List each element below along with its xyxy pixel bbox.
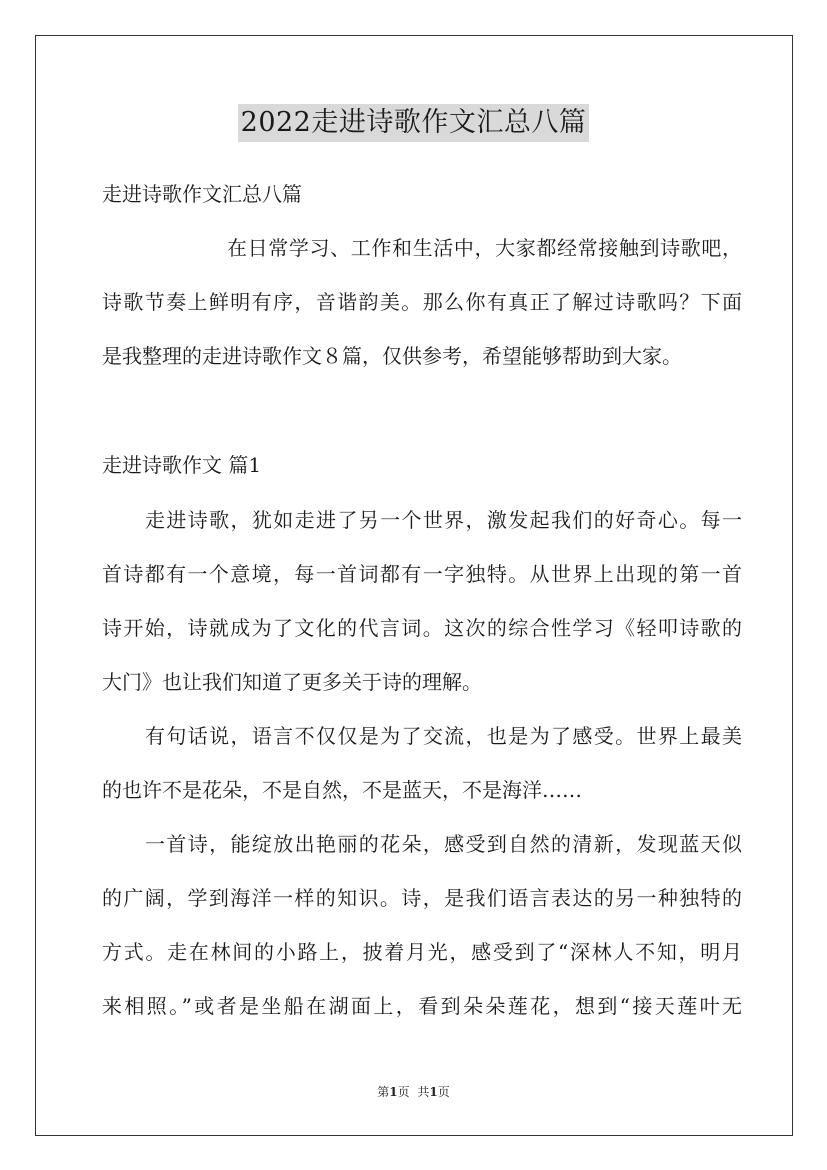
document-subtitle: 走进诗歌作文汇总八篇 (102, 182, 302, 206)
page-footer (0, 1084, 827, 1100)
body-line-10: 来相照。”或者是坐船在湖面上，看到朵朵莲花，想到“接天莲叶无 (102, 994, 742, 1018)
body-line-1: 走进诗歌，犹如走进了另一个世界，激发起我们的好奇心。每一 (145, 508, 742, 532)
footer-page-prefix: 第 (377, 1085, 390, 1099)
document-title-text: 2022走进诗歌作文汇总八篇 (238, 104, 590, 142)
body-line-6: 的也许不是花朵，不是自然，不是蓝天，不是海洋…… (102, 778, 582, 802)
footer-total-suffix: 页 (437, 1085, 450, 1099)
footer-page-suffix: 页 (397, 1085, 410, 1099)
body-line-5: 有句话说，语言不仅仅是为了交流，也是为了感受。世界上最美 (145, 724, 742, 748)
body-line-3: 诗开始，诗就成为了文化的代言词。这次的综合性学习《轻叩诗歌的 (102, 616, 742, 640)
footer-total-prefix: 共 (417, 1085, 430, 1099)
body-line-4: 大门》也让我们知道了更多关于诗的理解。 (102, 670, 482, 694)
body-line-9: 方式。走在林间的小路上，披着月光，感受到了“深林人不知，明月 (102, 940, 742, 964)
intro-line-1: 在日常学习、工作和生活中，大家都经常接触到诗歌吧， (227, 236, 742, 260)
section-heading: 走进诗歌作文 篇1 (102, 453, 262, 477)
body-line-7: 一首诗，能绽放出艳丽的花朵，感受到自然的清新，发现蓝天似 (145, 832, 742, 856)
document-title (0, 104, 827, 142)
footer-page-number: 1 (389, 1085, 398, 1099)
footer-total-number: 1 (429, 1085, 438, 1099)
intro-line-3: 是我整理的走进诗歌作文８篇，仅供参考，希望能够帮助到大家。 (102, 344, 682, 368)
body-line-2: 首诗都有一个意境，每一首词都有一字独特。从世界上出现的第一首 (102, 562, 742, 586)
body-line-8: 的广阔，学到海洋一样的知识。诗，是我们语言表达的另一种独特的 (102, 886, 742, 910)
intro-line-2: 诗歌节奏上鲜明有序，音谐韵美。那么你有真正了解过诗歌吗？下面 (102, 290, 742, 314)
